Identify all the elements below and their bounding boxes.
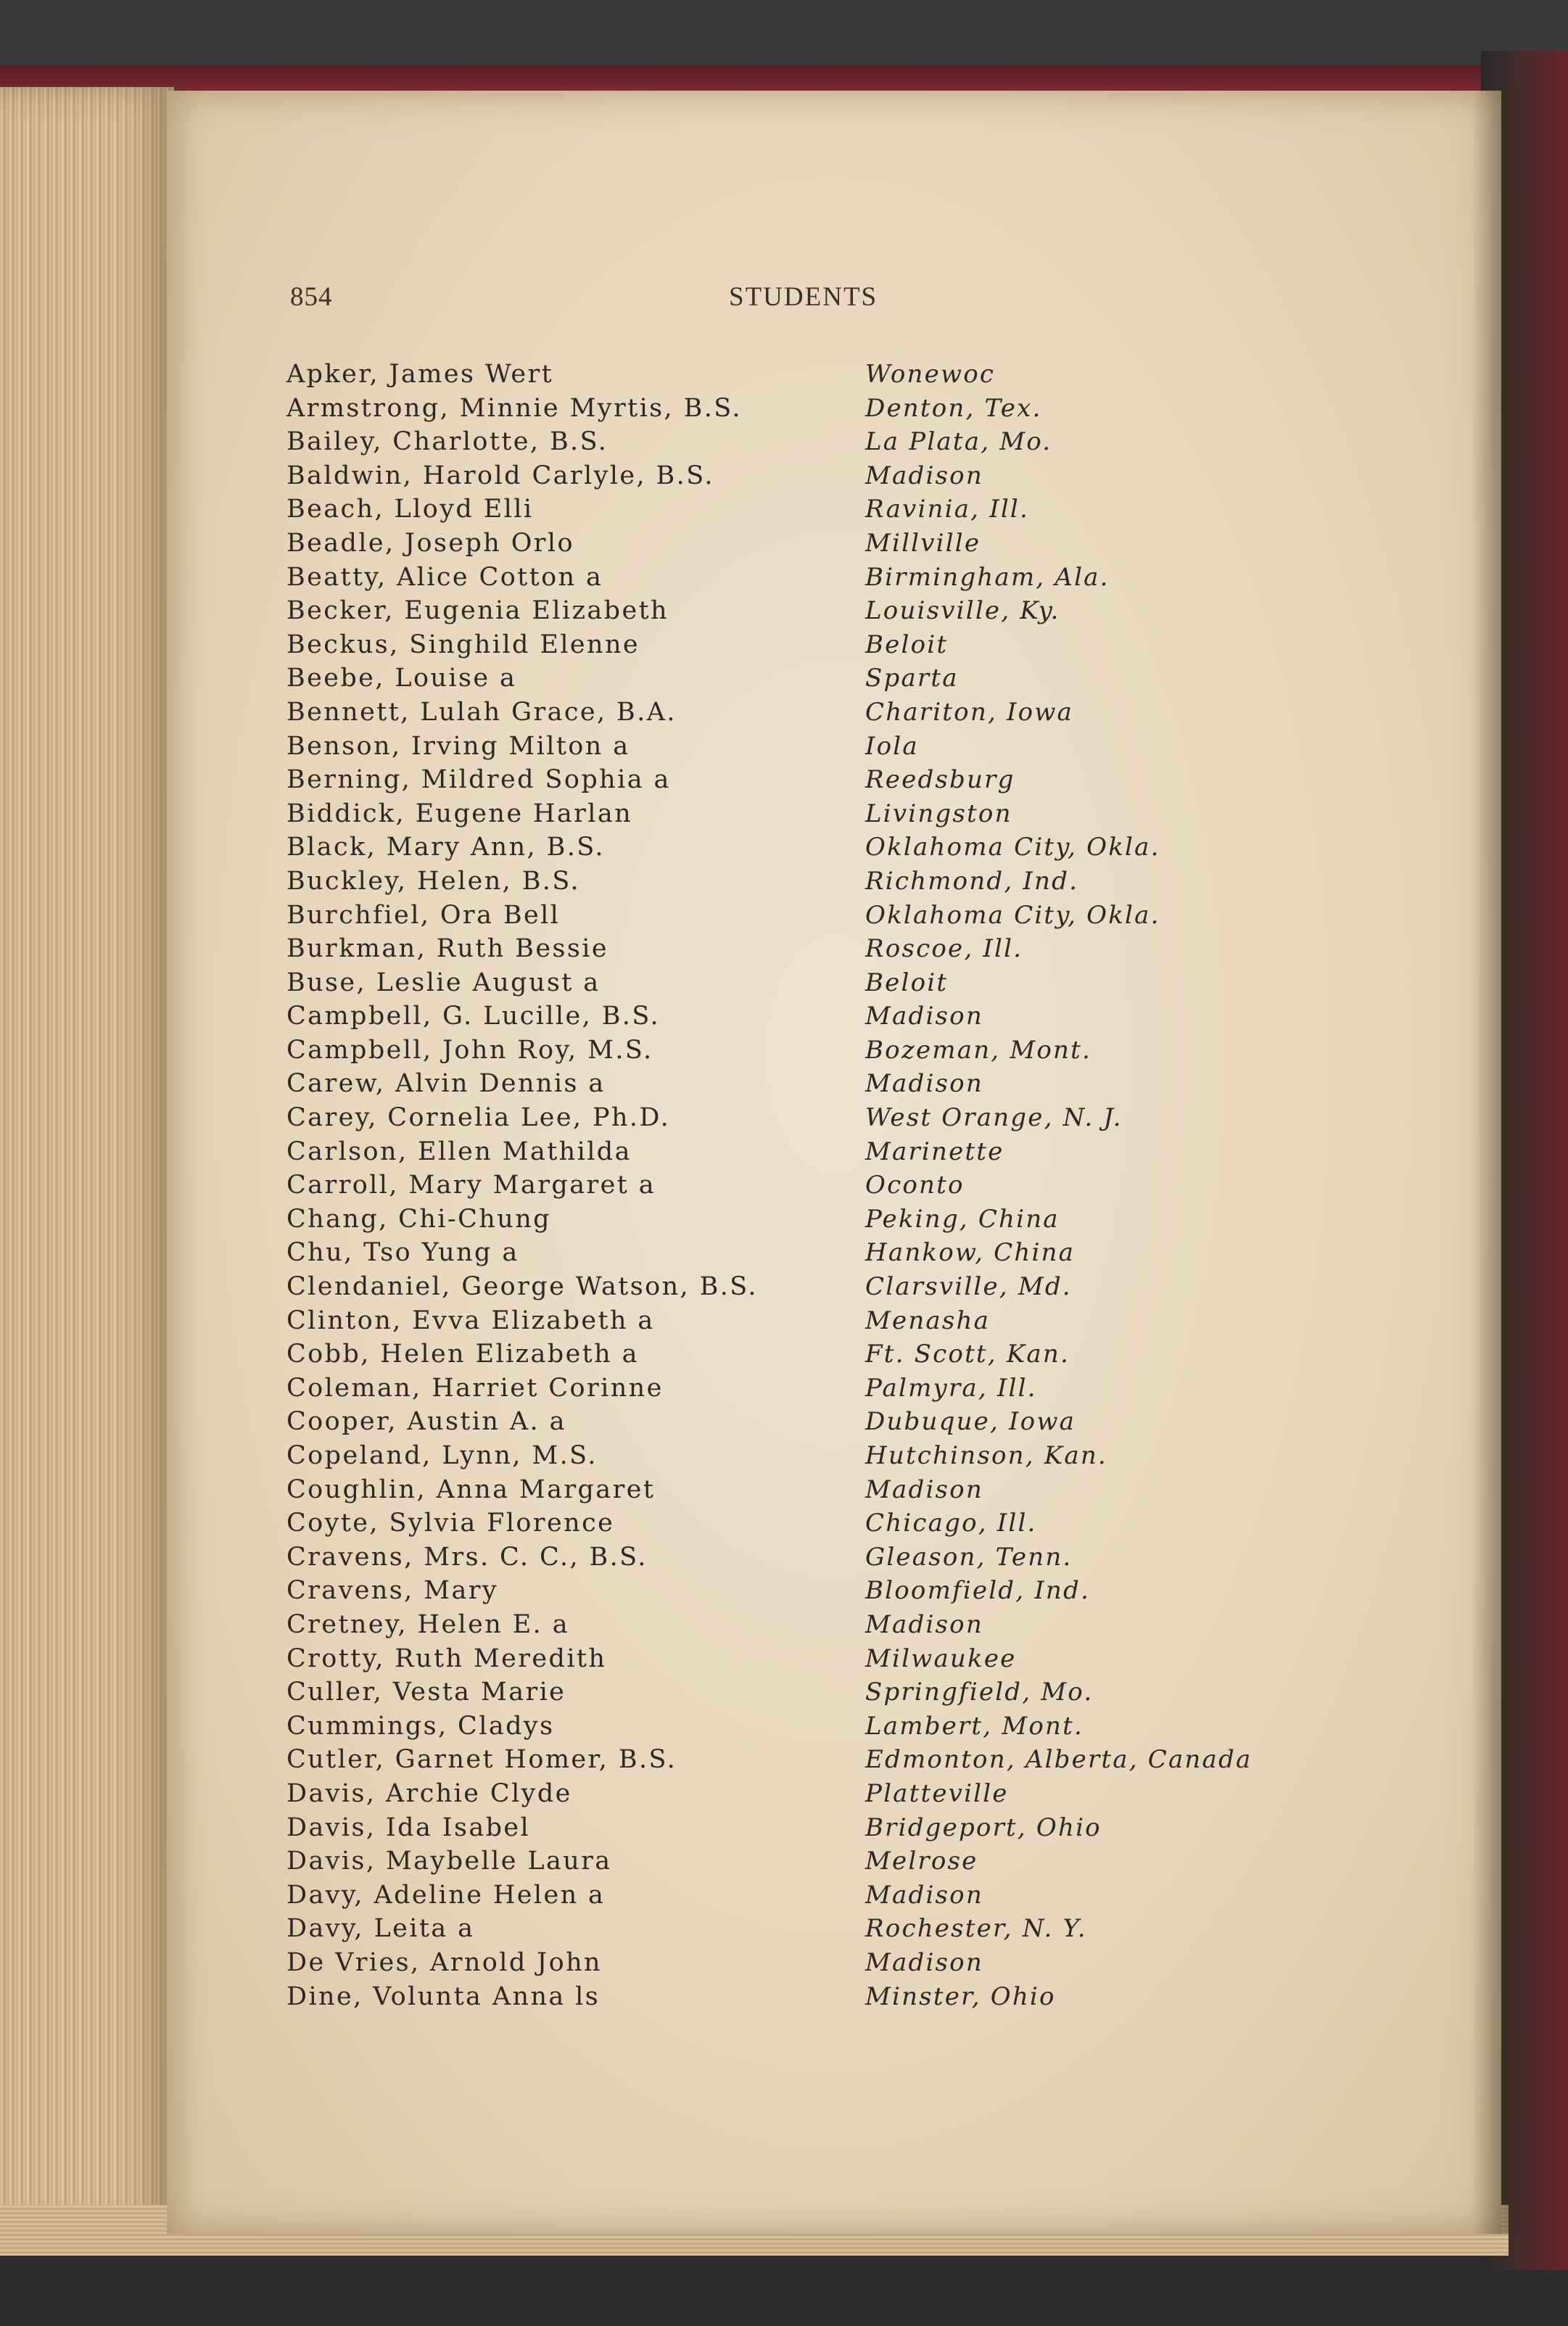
student-entry [279,899,1309,933]
student-name: Biddick, Eugene Harlan [286,799,633,828]
page-heading: STUDENTS [729,282,878,312]
student-entry [279,661,1309,696]
student-name: Dine, Volunta Anna ls [286,1981,601,2011]
student-entry [279,1067,1309,1101]
student-hometown: Chicago, Ill. [865,1509,1037,1538]
student-hometown: Gleason, Tenn. [865,1542,1073,1572]
student-hometown: Minster, Ohio [865,1981,1056,2011]
student-entry [279,696,1309,730]
student-name: Coughlin, Anna Margaret [286,1475,656,1504]
student-entry [279,425,1309,459]
student-entry [279,1101,1309,1135]
student-entry [279,999,1309,1034]
student-name: Carroll, Mary Margaret a [286,1171,656,1200]
student-entry [279,1506,1309,1541]
student-entry [279,1203,1309,1237]
student-hometown: Madison [865,1069,983,1099]
student-name: Burkman, Ruth Bessie [286,934,608,964]
gutter-shadow [1472,91,1516,2234]
student-entry [279,1980,1309,2014]
student-entry [279,1608,1309,1642]
student-name: De Vries, Arnold John [286,1947,602,1977]
student-hometown: Milwaukee [865,1644,1017,1673]
student-name: Davis, Maybelle Laura [286,1847,612,1876]
student-hometown: Oklahoma City, Okla. [865,833,1160,862]
student-name: Davis, Ida Isabel [286,1812,531,1842]
student-hometown: Madison [865,1947,983,1977]
student-name: Davy, Leita a [286,1914,475,1944]
student-entry [279,392,1309,426]
student-hometown: Marinette [865,1137,1004,1166]
student-entry [279,1743,1309,1777]
student-hometown: Millville [865,528,981,558]
student-hometown: Madison [865,461,983,490]
student-name: Cobb, Helen Elizabeth a [286,1340,639,1369]
student-name: Davy, Adeline Helen a [286,1880,606,1910]
student-hometown: Livingston [865,799,1012,828]
student-hometown: Richmond, Ind. [865,866,1079,896]
student-hometown: Hutchinson, Kan. [865,1441,1107,1470]
student-hometown: Madison [865,1475,983,1504]
student-name: Beach, Lloyd Elli [286,495,534,524]
student-hometown: La Plata, Mo. [865,427,1052,457]
student-name: Black, Mary Ann, B.S. [286,833,605,862]
student-hometown: Louisville, Ky. [865,596,1060,626]
student-hometown: Palmyra, Ill. [865,1373,1037,1403]
student-hometown: Bozeman, Mont. [865,1035,1092,1065]
student-hometown: Chariton, Iowa [865,697,1074,727]
student-list [279,358,1309,2013]
student-name: Bailey, Charlotte, B.S. [286,427,608,457]
student-hometown: Birmingham, Ala. [865,562,1110,592]
student-entry [279,830,1309,865]
student-hometown: Lambert, Mont. [865,1711,1084,1741]
student-entry [279,358,1309,392]
student-name: Baldwin, Harold Carlyle, B.S. [286,461,714,490]
student-name: Apker, James Wert [286,360,554,389]
student-hometown: Denton, Tex. [865,393,1042,423]
student-name: Cutler, Garnet Homer, B.S. [286,1745,677,1775]
student-name: Carey, Cornelia Lee, Ph.D. [286,1103,671,1133]
student-entry [279,1236,1309,1270]
student-entry [279,1405,1309,1439]
student-hometown: Reedsburg [865,765,1015,795]
student-hometown: Ravinia, Ill. [865,495,1029,524]
student-hometown: Peking, China [865,1204,1060,1234]
student-entry [279,1777,1309,1811]
student-name: Buse, Leslie August a [286,968,601,997]
student-name: Burchfiel, Ora Bell [286,900,561,930]
student-name: Cravens, Mrs. C. C., B.S. [286,1542,648,1572]
student-entry [279,594,1309,628]
student-name: Beckus, Singhild Elenne [286,630,640,659]
student-name: Chang, Chi-Chung [286,1204,551,1234]
student-hometown: Oconto [865,1171,965,1200]
student-name: Beebe, Louise a [286,664,517,693]
student-entry [279,628,1309,662]
student-entry [279,1304,1309,1338]
student-hometown: Madison [865,1002,983,1031]
student-hometown: Roscoe, Ill. [865,934,1023,964]
student-entry [279,865,1309,899]
student-entry [279,1878,1309,1913]
student-hometown: Ft. Scott, Kan. [865,1340,1070,1369]
student-hometown: Rochester, N. Y. [865,1914,1087,1944]
student-entry [279,1034,1309,1068]
student-hometown: West Orange, N. J. [865,1103,1123,1133]
student-name: Berning, Mildred Sophia a [286,765,671,795]
student-entry [279,1675,1309,1710]
student-hometown: Sparta [865,664,959,693]
student-entry [279,763,1309,797]
student-hometown: Hankow, China [865,1238,1076,1268]
student-hometown: Madison [865,1880,983,1910]
student-name: Coyte, Sylvia Florence [286,1509,615,1538]
student-entry [279,1372,1309,1406]
student-hometown: Madison [865,1609,983,1639]
student-hometown: Bridgeport, Ohio [865,1812,1102,1842]
student-entry [279,1642,1309,1676]
student-hometown: Melrose [865,1847,978,1876]
student-hometown: Edmonton, Alberta, Canada [865,1745,1253,1775]
student-entry [279,1439,1309,1473]
student-entry [279,932,1309,966]
student-entry [279,459,1309,493]
student-name: Crotty, Ruth Meredith [286,1644,607,1673]
student-hometown: Springfield, Mo. [865,1678,1094,1707]
student-name: Davis, Archie Clyde [286,1778,572,1808]
student-entry [279,1811,1309,1845]
student-name: Carlson, Ellen Mathilda [286,1137,632,1166]
student-name: Chu, Tso Yung a [286,1238,519,1268]
student-name: Clinton, Evva Elizabeth a [286,1306,655,1335]
student-entry [279,492,1309,527]
student-hometown: Clarsville, Md. [865,1272,1072,1302]
page-number: 854 [290,282,333,312]
student-name: Cretney, Helen E. a [286,1609,569,1639]
student-name: Cravens, Mary [286,1576,499,1606]
student-name: Buckley, Helen, B.S. [286,866,580,896]
student-hometown: Iola [865,731,919,761]
student-entry [279,1135,1309,1169]
student-hometown: Beloit [865,968,949,997]
student-hometown: Wonewoc [865,360,996,389]
student-hometown: Dubuque, Iowa [865,1407,1076,1437]
student-name: Carew, Alvin Dennis a [286,1069,606,1099]
student-name: Campbell, John Roy, M.S. [286,1035,653,1065]
student-entry [279,1541,1309,1575]
student-name: Armstrong, Minnie Myrtis, B.S. [286,393,742,423]
student-entry [279,1270,1309,1304]
student-entry [279,1337,1309,1372]
student-entry [279,1168,1309,1203]
student-hometown: Bloomfield, Ind. [865,1576,1090,1606]
student-name: Culler, Vesta Marie [286,1678,566,1707]
student-name: Becker, Eugenia Elizabeth [286,596,669,626]
student-entry [279,1844,1309,1878]
student-name: Clendaniel, George Watson, B.S. [286,1272,758,1302]
student-name: Cooper, Austin A. a [286,1407,566,1437]
student-name: Bennett, Lulah Grace, B.A. [286,697,677,727]
student-hometown: Menasha [865,1306,991,1335]
student-name: Beatty, Alice Cotton a [286,562,603,592]
student-name: Coleman, Harriet Corinne [286,1373,664,1403]
student-entry [279,527,1309,561]
student-name: Benson, Irving Milton a [286,731,630,761]
student-entry [279,1912,1309,1946]
student-name: Cummings, Cladys [286,1711,555,1741]
student-name: Beadle, Joseph Orlo [286,528,575,558]
student-entry [279,1946,1309,1980]
student-entry [279,1710,1309,1744]
student-entry [279,561,1309,595]
student-entry [279,966,1309,1000]
running-head [290,281,1175,325]
student-entry [279,730,1309,764]
student-hometown: Oklahoma City, Okla. [865,900,1160,930]
student-entry [279,797,1309,831]
student-entry [279,1574,1309,1608]
student-name: Copeland, Lynn, M.S. [286,1441,598,1470]
student-name: Campbell, G. Lucille, B.S. [286,1002,660,1031]
page-stack-left-edge [0,87,174,2234]
student-hometown: Platteville [865,1778,1009,1808]
student-entry [279,1473,1309,1507]
student-hometown: Beloit [865,630,949,659]
